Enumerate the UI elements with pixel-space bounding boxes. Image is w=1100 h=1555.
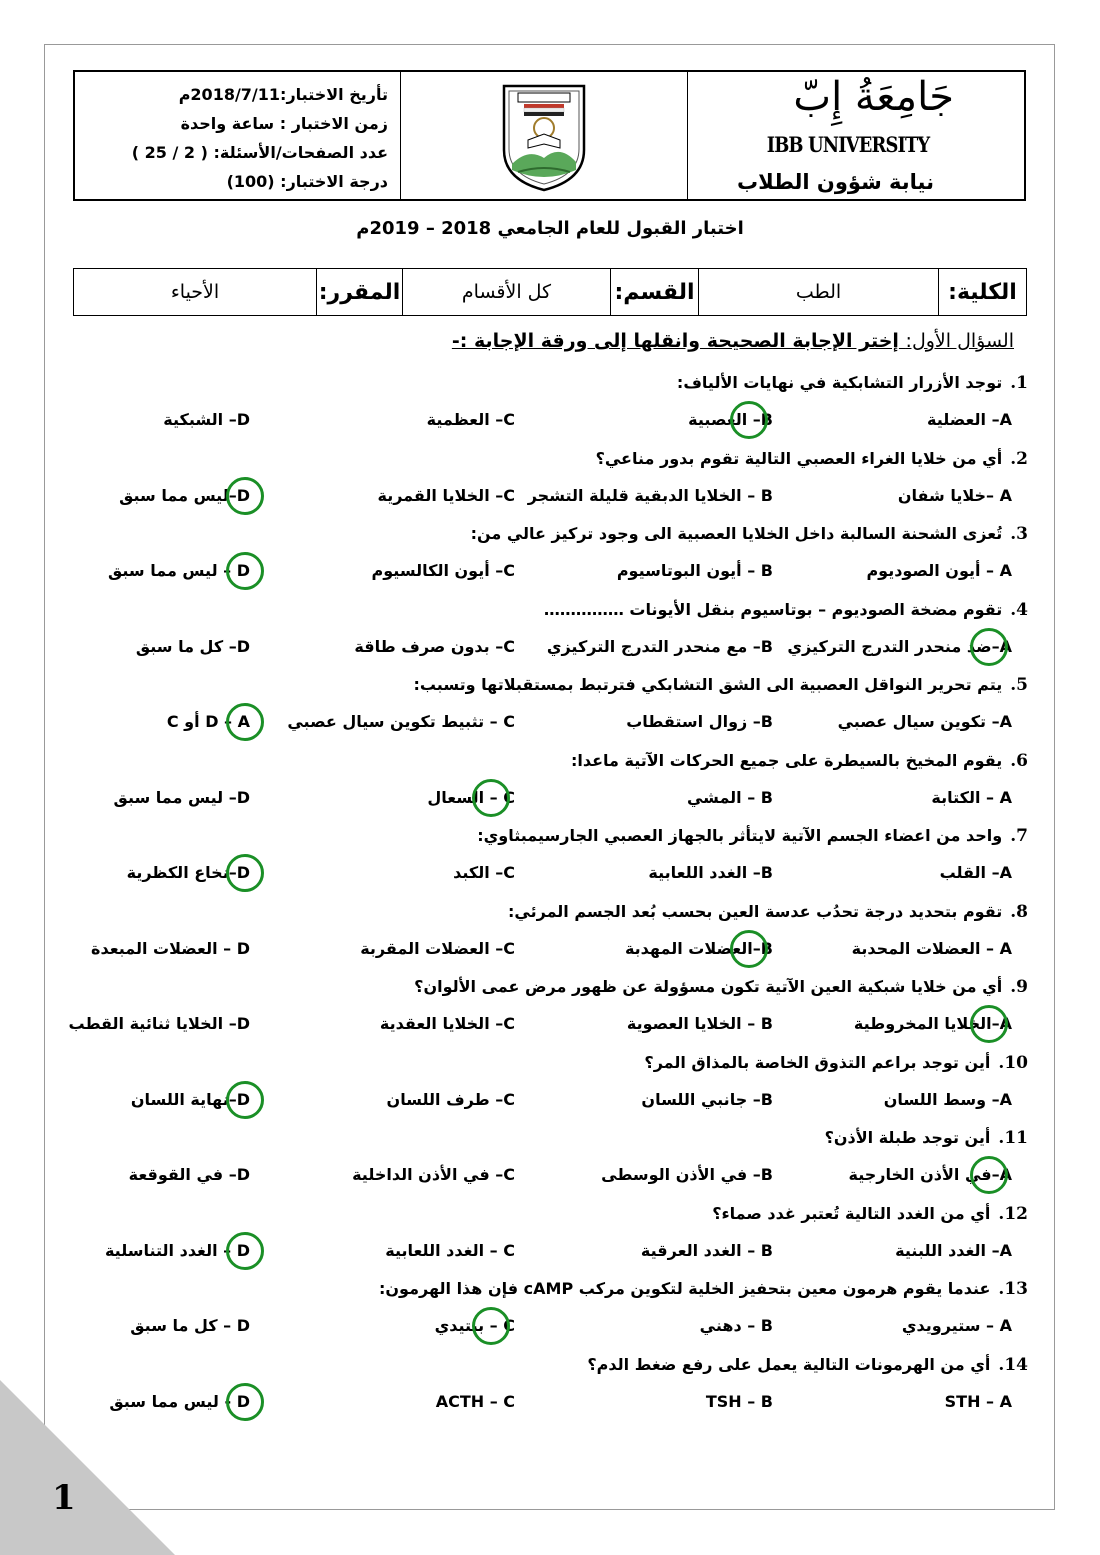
option-a[interactable]: A–ضد منحدر التدرج التركيزي (787, 637, 1012, 656)
question-number: 6. (1010, 751, 1028, 771)
answer-circle-mark (226, 1232, 264, 1270)
option-d[interactable]: D–نخاع الكظرية (126, 863, 250, 882)
question-2 (596, 449, 1028, 469)
exam-grade: درجة الاختبار: (100) (226, 172, 388, 191)
option-b[interactable]: B– العصبية (688, 410, 773, 429)
answer-circle-mark (226, 703, 264, 741)
university-name-english: IBB UNIVERSITY (766, 132, 929, 157)
option-b[interactable]: B – أيون البوتاسيوم (616, 561, 773, 580)
question-number: 1. (1010, 373, 1028, 393)
student-affairs-dept: نيابة شؤون الطلاب (737, 170, 934, 194)
answer-circle-mark (730, 401, 768, 439)
question-text: توجد الأزرار التشابكية في نهايات الألياف: (676, 373, 1003, 392)
option-c[interactable]: C – تثبيط تكوين سيال عصبي (287, 712, 515, 731)
section-label-cell (610, 269, 698, 315)
exam-date: تأريخ الاختبار:2018/7/11م (178, 85, 388, 104)
university-emblem-icon (498, 80, 590, 192)
option-c[interactable]: C– بدون صرف طاقة (354, 637, 515, 656)
question-13 (379, 1279, 1028, 1299)
option-c[interactable]: C– الكبد (453, 863, 515, 882)
question-5 (413, 675, 1028, 695)
question-number: 12. (998, 1204, 1028, 1224)
section-heading (452, 330, 1014, 352)
course-label-cell (316, 269, 402, 315)
option-a[interactable]: A–الخلايا المخروطية (853, 1014, 1012, 1033)
option-c[interactable]: C– الخلايا العقدية (379, 1014, 515, 1033)
option-d[interactable]: D–ليس مما سبق (119, 486, 250, 505)
option-b[interactable]: B – المشي (686, 788, 773, 807)
option-d[interactable]: D– في القوقعة (128, 1165, 250, 1184)
answer-circle-mark (970, 1005, 1008, 1043)
university-name-block (688, 72, 1024, 199)
question-number: 13. (998, 1279, 1028, 1299)
section-value-cell (402, 269, 610, 315)
university-name-arabic: جَامِعَةُ إِبّ (793, 74, 954, 120)
question-text: أي من خلايا شبكية العين الآتية تكون مسؤولة عن ظهور مرض عمى الألوان؟ (414, 977, 1003, 996)
question-number: 5. (1010, 675, 1028, 695)
option-b[interactable]: B– زوال استقطاب (626, 712, 773, 731)
question-14 (587, 1355, 1028, 1375)
option-a[interactable]: STH – A (944, 1392, 1012, 1411)
college-label-cell (938, 269, 1026, 315)
answer-circle-mark (472, 779, 510, 817)
option-b[interactable]: B – الخلايا العصوية (626, 1014, 773, 1033)
question-4 (544, 600, 1028, 620)
option-c[interactable]: C– طرف اللسان (386, 1090, 515, 1109)
course-value-cell (74, 269, 316, 315)
option-c[interactable]: C – الغدد اللعابية (385, 1241, 515, 1260)
question-number: 11. (998, 1128, 1028, 1148)
section-heading-prefix: السؤال الأول: (905, 330, 1014, 352)
answer-circle-mark (970, 628, 1008, 666)
option-c[interactable]: C– أيون الكالسيوم (371, 561, 515, 580)
exam-pages-questions: عدد الصفحات/الأسئلة: ( 2 / 25 ) (131, 143, 388, 162)
option-a[interactable]: A– العضلية (926, 410, 1012, 429)
option-c[interactable]: C– العظمية (426, 410, 515, 429)
answer-circle-mark (226, 1383, 264, 1421)
answer-circle-mark (730, 930, 768, 968)
question-number: 3. (1010, 524, 1028, 544)
option-b[interactable]: B– جانبي اللسان (641, 1090, 773, 1109)
option-a[interactable]: A–في الأذن الخارجية (848, 1165, 1012, 1184)
option-a[interactable]: A – العضلات المحدبة (851, 939, 1012, 958)
question-11 (825, 1128, 1028, 1148)
answer-circle-mark (226, 1081, 264, 1119)
option-d[interactable]: D - ليس مما سبق (109, 1392, 250, 1411)
option-a[interactable]: A –خلايا شفان (897, 486, 1012, 505)
question-text: عندما يقوم هرمون معين بتحفيز الخلية لتكوين مركب cAMP فإن هذا الهرمون: (379, 1279, 991, 1298)
exam-details (75, 72, 401, 199)
option-a[interactable]: A– الغدد اللبنية (895, 1241, 1012, 1260)
question-8 (508, 902, 1028, 922)
option-c[interactable]: C – السعال (427, 788, 515, 807)
college-label: الكلية: (948, 279, 1017, 305)
question-number: 10. (998, 1053, 1028, 1073)
option-a[interactable]: A – الكتابة (931, 788, 1012, 807)
question-number: 8. (1010, 902, 1028, 922)
question-text: أي من خلايا الغراء العصبي التالية تقوم بدور مناعي؟ (595, 449, 1003, 468)
option-d[interactable]: D – العضلات المبعدة (91, 939, 250, 958)
question-text: تُعزى الشحنة السالبة داخل الخلايا العصبية الى وجود تركيز عالي من: (470, 524, 1003, 543)
question-number: 9. (1010, 977, 1028, 997)
option-c[interactable]: ACTH – C (435, 1392, 515, 1411)
section-heading-text: إختر الإجابة الصحيحة وانقلها إلى ورقة الإجابة :- (451, 330, 899, 352)
option-c[interactable]: C– في الأذن الداخلية (352, 1165, 515, 1184)
option-b[interactable]: B– مع منحدر التدرج التركيزي (546, 637, 773, 656)
question-1 (677, 373, 1028, 393)
answer-circle-mark (226, 854, 264, 892)
question-text: أين توجد طبلة الأذن؟ (824, 1128, 991, 1147)
college-value-cell (698, 269, 938, 315)
question-text: تقوم مضخة الصوديوم – بوتاسيوم بنقل الأيونات …………… (543, 600, 1003, 619)
exam-title: اختبار القبول للعام الجامعي 2018 – 2019م (356, 218, 744, 239)
question-text: أين توجد براعم التذوق الخاصة بالمذاق المر؟ (644, 1053, 991, 1072)
course-value: الأحياء (170, 281, 220, 303)
question-number: 14. (998, 1355, 1028, 1375)
question-number: 7. (1010, 826, 1028, 846)
exam-time: زمن الاختبار : ساعة واحدة (180, 114, 388, 133)
question-number: 4. (1010, 600, 1028, 620)
option-c[interactable]: C – ببتيدي (434, 1316, 515, 1335)
answer-circle-mark (226, 477, 264, 515)
question-text: واحد من اعضاء الجسم الآتية لايتأثر بالجهاز العصبي الجارسيمبثاوي: (477, 826, 1003, 845)
university-logo (401, 72, 688, 199)
page-number: 1 (52, 1478, 76, 1518)
answer-circle-mark (472, 1307, 510, 1345)
option-b[interactable]: B– الغدد اللعابية (648, 863, 773, 882)
answer-circle-mark (970, 1156, 1008, 1194)
question-7 (477, 826, 1028, 846)
question-text: أي من الهرمونات التالية يعمل على رفع ضغط الدم؟ (587, 1355, 991, 1374)
option-d[interactable]: D – ليس مما سبق (107, 561, 250, 580)
option-b[interactable]: TSH – B (705, 1392, 773, 1411)
option-d[interactable]: D – الغدد التناسلية (104, 1241, 250, 1260)
option-a[interactable]: A– تكوين سيال عصبي (837, 712, 1012, 731)
option-d[interactable]: D – A أو C (166, 712, 250, 731)
question-text: يقوم المخيخ بالسيطرة على جميع الحركات الآتية ماعدا: (570, 751, 1003, 770)
option-d[interactable]: D– ليس مما سبق (113, 788, 250, 807)
answer-circle-mark (226, 552, 264, 590)
question-text: تقوم بتحديد درجة تحدُب عدسة العين بحسب بُعد الجسم المرئي: (508, 902, 1003, 921)
question-10 (644, 1053, 1028, 1073)
option-a[interactable]: A – ستيرويدي (901, 1316, 1012, 1335)
option-d[interactable]: D– الشبكية (163, 410, 250, 429)
option-b[interactable]: B – الخلايا الدبقية قليلة التشجر (527, 486, 773, 505)
option-b[interactable]: B–العضلات المهدبة (624, 939, 773, 958)
option-d[interactable]: D–نهاية اللسان (130, 1090, 250, 1109)
section-label: القسم: (614, 279, 695, 305)
question-number: 2. (1010, 449, 1028, 469)
college-value: الطب (795, 281, 842, 303)
course-label: المقرر: (318, 279, 401, 305)
question-9 (414, 977, 1028, 997)
option-a[interactable]: A – أيون الصوديوم (866, 561, 1012, 580)
option-b[interactable]: B – دهني (699, 1316, 773, 1335)
option-b[interactable]: B – الغدد العرقية (640, 1241, 773, 1260)
option-b[interactable]: B– في الأذن الوسطى (601, 1165, 773, 1184)
question-text: أي من الغدد التالية تُعتبر غدد صماء؟ (712, 1204, 991, 1223)
question-text: يتم تحرير النواقل العصبية الى الشق التشابكي فترتبط بمستقبلاتها وتسبب: (413, 675, 1003, 694)
option-a[interactable]: A– وسط اللسان (883, 1090, 1012, 1109)
option-c[interactable]: C– الخلايا القمرية (377, 486, 515, 505)
question-3 (471, 524, 1028, 544)
option-c[interactable]: C– العضلات المقربة (360, 939, 515, 958)
option-d[interactable]: D – كل ما سبق (130, 1316, 250, 1335)
section-value: كل الأقسام (461, 281, 552, 303)
question-12 (712, 1204, 1028, 1224)
option-d[interactable]: D– الخلايا ثنائية القطب (68, 1014, 250, 1033)
exam-header (73, 70, 1026, 201)
option-d[interactable]: D– كل ما سبق (135, 637, 250, 656)
option-a[interactable]: A– القلب (939, 863, 1012, 882)
course-info-table (73, 268, 1027, 316)
question-6 (571, 751, 1028, 771)
